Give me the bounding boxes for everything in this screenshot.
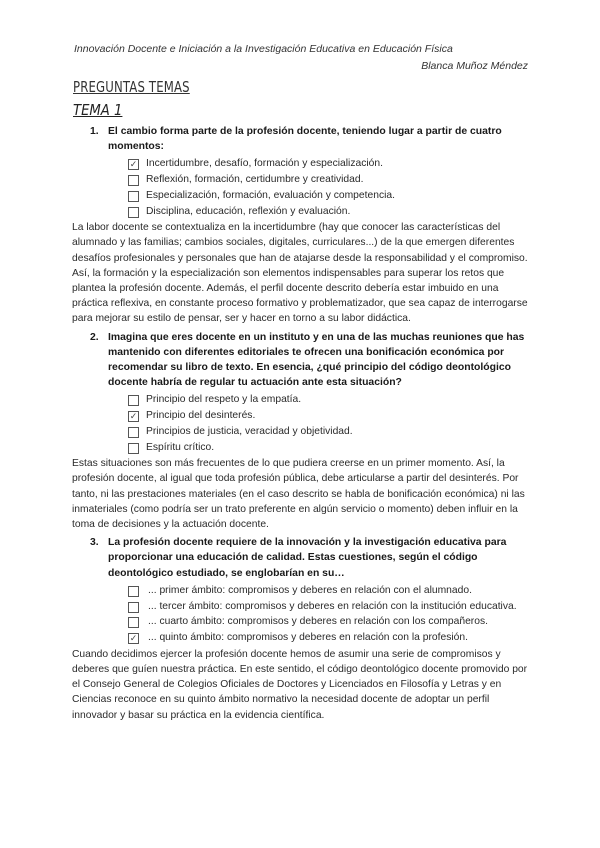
- option[interactable]: [128, 392, 532, 408]
- question-2: [90, 330, 532, 391]
- checkbox-icon[interactable]: [128, 175, 139, 186]
- option[interactable]: [128, 599, 532, 615]
- section-title: PREGUNTAS TEMAS: [73, 78, 190, 96]
- option-label: Principio del desinterés.: [146, 410, 256, 422]
- checkbox-icon[interactable]: [128, 207, 139, 218]
- question-text: Imagina que eres docente en un instituto y en una de las muchas reuniones que has mantenido con diferentes editoriales te ofrecen una bonificación económica por recomendar su libro de texto. En esencia, ¿qué principio del código deontológico docente habría de regular tu actuación ante esta situación?: [108, 331, 525, 389]
- header-subject: Innovación Docente e Iniciación a la Investigación Educativa en Educación Física: [74, 43, 453, 55]
- checkbox-icon[interactable]: [128, 395, 139, 406]
- checkbox-checked-icon[interactable]: ✓: [129, 633, 138, 643]
- option[interactable]: [128, 188, 532, 204]
- option[interactable]: [128, 408, 532, 424]
- option-label: Disciplina, educación, reflexión y evaluación.: [146, 205, 351, 217]
- option[interactable]: [128, 614, 532, 630]
- question-number: 3.: [90, 537, 99, 549]
- question-1-options: [128, 156, 532, 219]
- option[interactable]: [128, 583, 532, 599]
- question-text: El cambio forma parte de la profesión docente, teniendo lugar a partir de cuatro momentos:: [108, 126, 502, 153]
- question-3: [90, 535, 532, 581]
- option-label: Incertidumbre, desafío, formación y especialización.: [146, 158, 383, 170]
- option-label: Principios de justicia, veracidad y objetividad.: [146, 425, 353, 437]
- option[interactable]: [128, 440, 532, 456]
- option-label: ... quinto ámbito: compromisos y deberes en relación con la profesión.: [148, 632, 468, 643]
- checkbox-icon[interactable]: [128, 617, 139, 628]
- question-text: La profesión docente requiere de la innovación y la investigación educativa para proporcionar una educación de calidad. Estas cuestiones, según el código deontológico estudiado, se englobarían en su…: [108, 537, 507, 579]
- explanation-paragraph: Estas situaciones son más frecuentes de lo que pudiera creerse en un primer momento. Así, la profesión docente, al igual que toda profesión pública, debe articularse a partir del desinterés. Por tanto, ni las prestaciones materiales (en el caso descrito se habla de bonificación económica) ni las inmateriales (como podría ser un trato preferente en algún servicio o momento) deben influir en la toma de decisiones y la actuación docente.: [72, 458, 525, 531]
- option-label: ... primer ámbito: compromisos y deberes en relación con el alumnado.: [148, 584, 472, 596]
- checkbox-icon[interactable]: [128, 586, 139, 597]
- option[interactable]: [128, 156, 532, 172]
- question-number: 1.: [90, 126, 99, 137]
- checkbox-checked-icon[interactable]: ✓: [129, 159, 138, 170]
- tema-title: TEMA 1: [73, 101, 123, 119]
- option-label: Espíritu crítico.: [146, 441, 215, 453]
- question-3-options: [128, 583, 532, 646]
- checkbox-icon[interactable]: [128, 427, 139, 438]
- question-number: 2.: [90, 331, 99, 343]
- question-2-options: [128, 392, 532, 455]
- checkbox-checked-icon[interactable]: ✓: [129, 411, 138, 422]
- checkbox-icon[interactable]: [128, 191, 139, 202]
- questions-content: [72, 124, 532, 726]
- checkbox-icon[interactable]: [128, 443, 139, 454]
- option[interactable]: [128, 172, 532, 188]
- option-label: Reflexión, formación, certidumbre y creatividad.: [146, 174, 364, 186]
- option[interactable]: [128, 630, 532, 646]
- option-label: Especialización, formación, evaluación y competencia.: [146, 189, 395, 201]
- question-1: [90, 124, 532, 154]
- option-label: ... tercer ámbito: compromisos y deberes en relación con la institución educativa.: [148, 600, 517, 612]
- option[interactable]: [128, 204, 532, 220]
- explanation-paragraph: Cuando decidimos ejercer la profesión docente hemos de asumir una serie de compromisos y deberes que guíen nuestra práctica. En este sentido, el código deontológico docente promovido por el Consejo General de Colegios Oficiales de Doctores y Licenciados en Filosofía y Letras y en Ciencias reconoce en su quinto ámbito normativo la necesidad docente de adoptar un perfil innovador y basar su práctica en la evidencia científica.: [72, 648, 528, 721]
- header-author: Blanca Muñoz Méndez: [421, 60, 528, 72]
- checkbox-icon[interactable]: [128, 602, 139, 613]
- option-label: Principio del respeto y la empatía.: [146, 394, 302, 406]
- option-label: ... cuarto ámbito: compromisos y deberes en relación con los compañeros.: [148, 616, 488, 628]
- explanation-paragraph: La labor docente se contextualiza en la incertidumbre (hay que conocer las características del alumnado y las familias; cambios sociales, digitales, curriculares...) de la que emergen diferentes desafíos profesionales y personales que han de atajarse desde la responsabilidad y el compromiso. Así, la formación y la especialización son elementos indispensables para superar los retos que plantea la profesión docente. Además, el perfil docente descrito debería estar imbuido en una práctica reflexiva, en constante proceso formativo y problematizador, que sea capaz de interrogarse para mejorar su estilo de pensar, ser y hacer en torno a su labor didáctica.: [72, 222, 528, 325]
- option[interactable]: [128, 424, 532, 440]
